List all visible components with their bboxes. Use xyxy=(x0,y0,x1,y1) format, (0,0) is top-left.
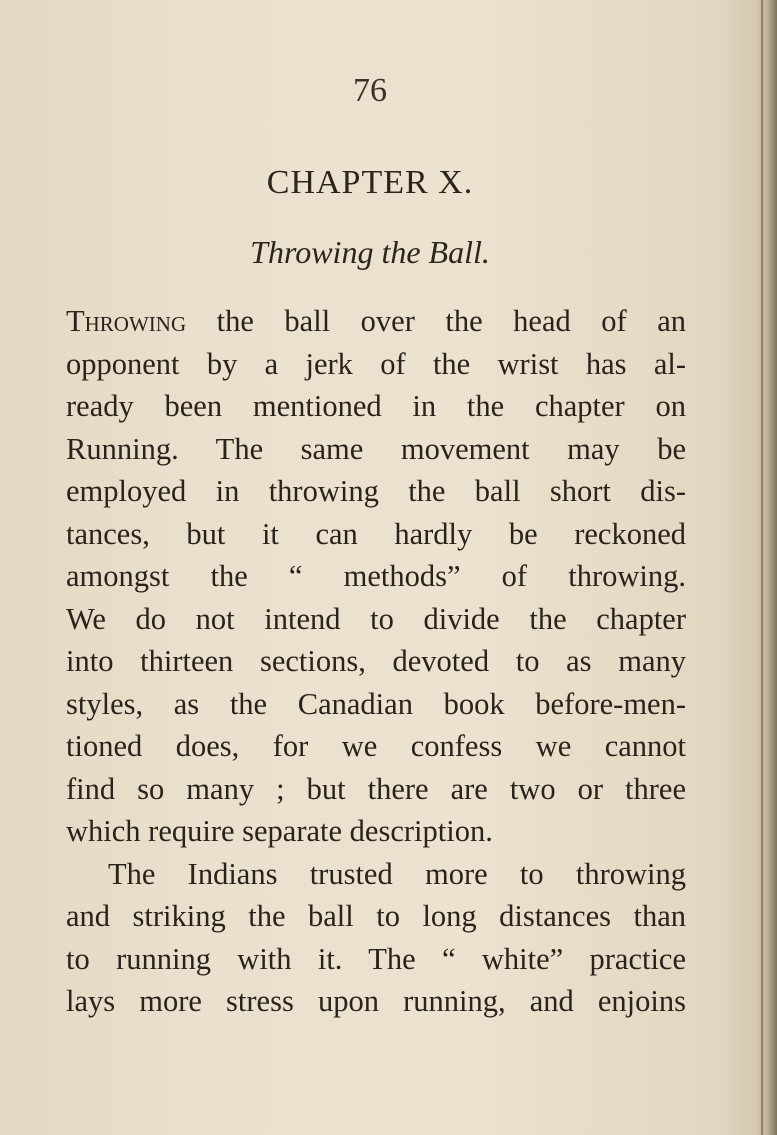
text-line-rest: the ball over the head of an xyxy=(186,304,686,338)
text-line: which require separate description. xyxy=(66,814,493,848)
text-line xyxy=(66,300,686,343)
text-line: tioned does, for we confess we cannot xyxy=(66,729,686,763)
page-edge-shadow xyxy=(755,0,777,1135)
text-line: find so many ; but there are two or three xyxy=(66,771,686,806)
text-line: into thirteen sections, devoted to as many xyxy=(66,644,686,678)
text-line: opponent by a jerk of the wrist has al- xyxy=(66,346,686,381)
text-line: We do not intend to divide the chapter xyxy=(66,601,686,636)
paragraph-lead-word: Throwing xyxy=(66,304,187,338)
section-title: Throwing the Ball. xyxy=(250,234,490,270)
page-edge-line xyxy=(761,0,763,1135)
text-line: to running with it. The “ white” practice xyxy=(66,941,686,976)
text-line: amongst the “ methods” of throwing. xyxy=(66,559,686,593)
body-text xyxy=(66,300,686,1023)
text-line: styles, as the Canadian book before-men- xyxy=(66,686,686,721)
text-line: Running. The same movement may be xyxy=(66,431,686,466)
text-line: lays more stress upon running, and enjoins xyxy=(66,984,686,1018)
chapter-title: CHAPTER X. xyxy=(266,164,474,201)
text-line: tances, but it can hardly be reckoned xyxy=(66,516,686,551)
text-line: and striking the ball to long distances than xyxy=(66,899,686,933)
text-line: employed in throwing the ball short dis- xyxy=(66,474,686,508)
text-line: The Indians trusted more to throwing xyxy=(108,856,686,891)
page-number: 76 xyxy=(353,72,387,109)
text-line: ready been mentioned in the chapter on xyxy=(66,389,686,423)
